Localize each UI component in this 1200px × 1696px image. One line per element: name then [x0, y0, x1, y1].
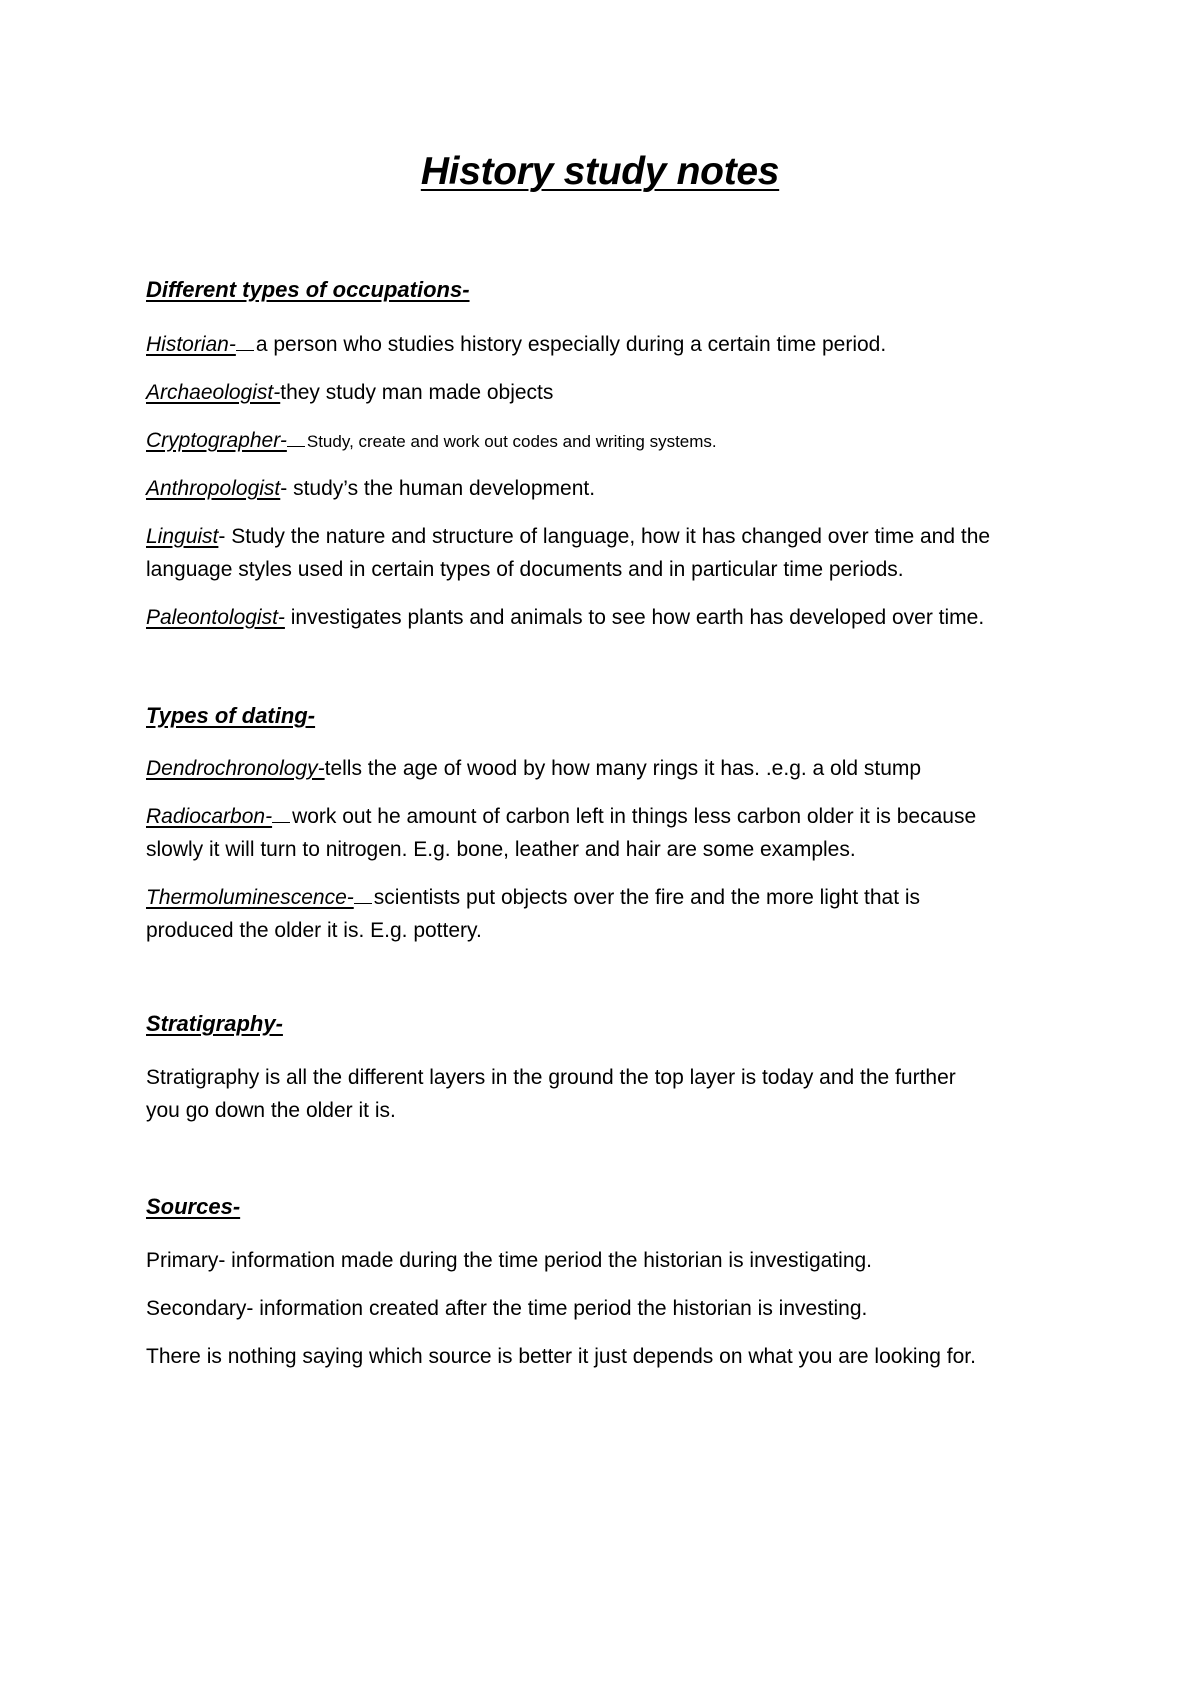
- term-paleontologist: Paleontologist-: [146, 606, 285, 629]
- stratigraphy-text-line-2: you go down the older it is.: [146, 1099, 396, 1122]
- definition-radiocarbon: work out he amount of carbon left in things less carbon older it is because: [292, 805, 977, 828]
- sources-primary: Primary- information made during the time period the historian is investigating.: [146, 1249, 873, 1272]
- underline-gap: [354, 902, 372, 904]
- definition-historian: a person who studies history especially during a certain time period.: [255, 333, 887, 356]
- stratigraphy-text-line-1: Stratigraphy is all the different layers in the ground the top layer is today and the further: [146, 1066, 956, 1089]
- definition-archaeologist: they study man made objects: [280, 381, 554, 404]
- term-linguist: Linguist: [146, 525, 219, 548]
- term-archaeologist: Archaeologist-: [146, 381, 281, 404]
- dating-entry-thermoluminescence-continued: produced the older it is. E.g. pottery.: [146, 919, 482, 942]
- section-heading-occupations: Different types of occupations-: [146, 277, 470, 302]
- dating-entry-radiocarbon-continued: slowly it will turn to nitrogen. E.g. bone, leather and hair are some examples.: [146, 838, 856, 861]
- underline-gap: [287, 445, 305, 447]
- definition-anthropologist: - study’s the human development.: [280, 477, 596, 500]
- dating-entry-thermoluminescence: [146, 881, 1066, 914]
- term-anthropologist: Anthropologist: [146, 477, 281, 500]
- occupation-entry-linguist-continued: language styles used in certain types of documents and in particular time periods.: [146, 558, 904, 581]
- term-historian: Historian-: [146, 333, 236, 356]
- sources-note: There is nothing saying which source is better it just depends on what you are looking for.: [146, 1345, 976, 1368]
- underline-gap: [236, 349, 254, 351]
- definition-cryptographer: Study, create and work out codes and writing systems.: [306, 432, 717, 451]
- occupation-entry-historian: [146, 328, 1066, 361]
- term-thermoluminescence: Thermoluminescence-: [146, 886, 354, 909]
- occupation-entry-anthropologist: [146, 472, 1066, 505]
- section-heading-stratigraphy: Stratigraphy-: [146, 1011, 283, 1036]
- definition-dendrochronology: tells the age of wood by how many rings it has. .e.g. a old stump: [324, 757, 922, 780]
- occupation-entry-linguist: [146, 520, 1066, 553]
- sources-secondary: Secondary- information created after the time period the historian is investing.: [146, 1297, 868, 1320]
- section-heading-dating: Types of dating-: [146, 703, 316, 728]
- term-cryptographer: Cryptographer-: [146, 429, 287, 452]
- occupation-entry-archaeologist: [146, 376, 1066, 409]
- definition-thermoluminescence: scientists put objects over the fire and the more light that is: [373, 886, 921, 909]
- dating-entry-dendrochronology: [146, 752, 1066, 785]
- occupation-entry-paleontologist: [146, 601, 1066, 634]
- definition-paleontologist: investigates plants and animals to see how earth has developed over time.: [284, 606, 985, 629]
- underline-gap: [272, 821, 290, 823]
- occupation-entry-cryptographer: [146, 424, 1066, 458]
- term-radiocarbon: Radiocarbon-: [146, 805, 273, 828]
- definition-linguist: - Study the nature and structure of language, how it has changed over time and the: [218, 525, 991, 548]
- dating-entry-radiocarbon: [146, 800, 1066, 833]
- page-title: History study notes: [420, 150, 780, 193]
- section-heading-sources: Sources-: [146, 1194, 241, 1219]
- term-dendrochronology: Dendrochronology-: [146, 757, 325, 780]
